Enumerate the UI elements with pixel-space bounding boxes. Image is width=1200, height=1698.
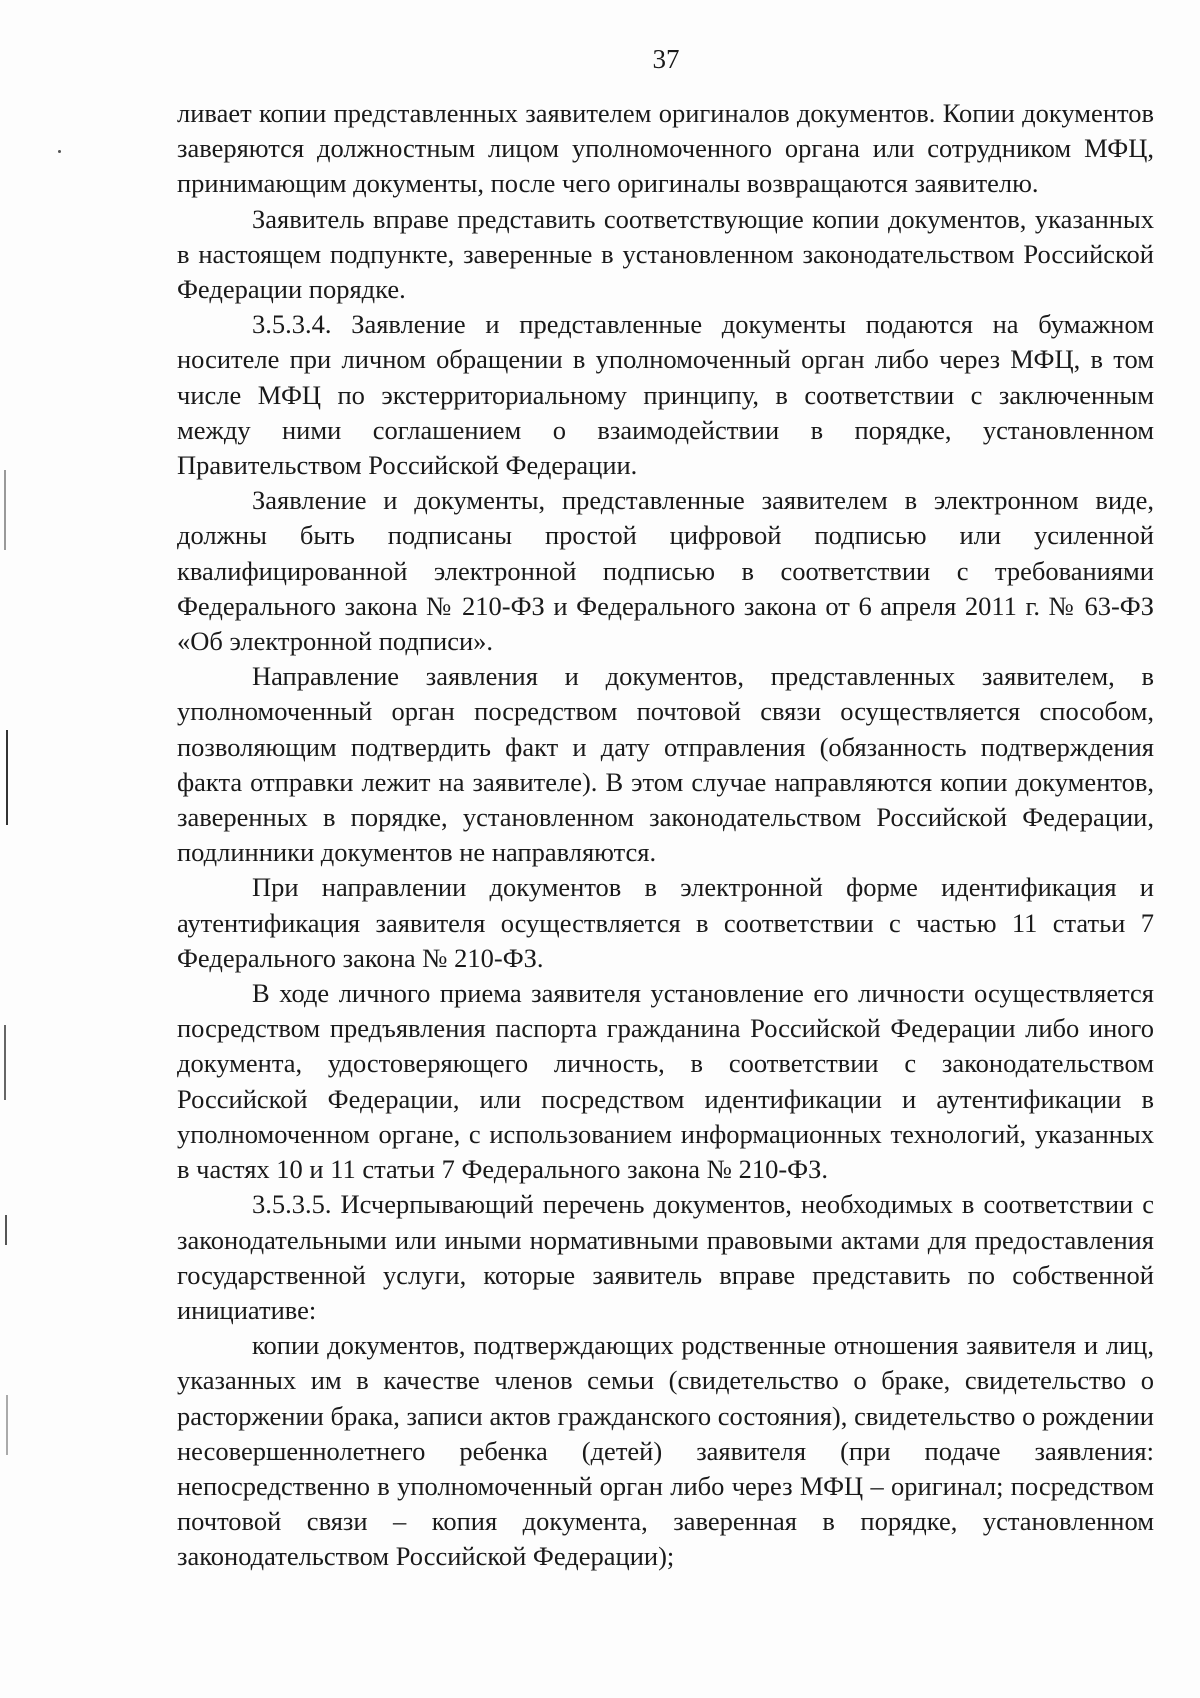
paragraph-3: 3.5.3.4. Заявление и представленные документы подаются на бумажном носителе при личном обращении в уполномоченный орган либо через МФЦ, в том числе МФЦ по экстерриториальному принципу, в соответствии с заключенным между ними соглашением о взаимодействии в порядке, установленном Правительством Российской Федерации. xyxy=(177,309,1154,481)
paragraph-5: Направление заявления и документов, представленных заявителем, в уполномоченный орган посредством почтовой связи осуществляется способом, позволяющим подтвердить факт и дату отправления (обязанность подтверждения факта отправки лежит на заявителе). В этом случае направляются копии документов, заверенных в порядке, установленном законодательством Российской Федерации, подлинники документов не направляются. xyxy=(177,661,1154,868)
scan-artifact xyxy=(58,150,61,153)
paragraph-4: Заявление и документы, представленные заявителем в электронном виде, должны быть подписаны простой цифровой подписью или усиленной квалифицированной электронной подписью в соответствии с требованиями Федерального закона № 210-ФЗ и Федерального закона от 6 апреля 2011 г. № 63-ФЗ «Об электронной подписи». xyxy=(177,485,1154,657)
paragraph-8: 3.5.3.5. Исчерпывающий перечень документов, необходимых в соответствии с законодательными или иными нормативными правовыми актами для предоставления государственной услуги, которые заявитель вправе представить по собственной инициативе: xyxy=(177,1189,1154,1325)
paragraph-9: копии документов, подтверждающих родственные отношения заявителя и лиц, указанных им в качестве членов семьи (свидетельство о браке, свидетельство о расторжении брака, записи актов гражданского состояния), свидетельство о рождении несовершеннолетнего ребенка (детей) заявителя (при подаче заявления: непосредственно в уполномоченный орган либо через МФЦ – оригинал; посредством почтовой связи – копия документа, заверенная в порядке, установленном законодательством Российской Федерации); xyxy=(177,1330,1154,1572)
scan-artifact xyxy=(4,470,6,550)
paragraph-6: При направлении документов в электронной форме идентификация и аутентификация заявителя осуществляется в соответствии с частью 11 статьи 7 Федерального закона № 210-ФЗ. xyxy=(177,872,1154,973)
page-number: 37 xyxy=(652,44,680,74)
paragraph-7: В ходе личного приема заявителя установление его личности осуществляется посредством предъявления паспорта гражданина Российской Федерации либо иного документа, удостоверяющего личность, в соответствии с законодательством Российской Федерации, или посредством идентификации и аутентификации в уполномоченном органе, с использованием информационных технологий, указанных в частях 10 и 11 статьи 7 Федерального закона № 210-ФЗ. xyxy=(177,978,1154,1185)
scan-artifact xyxy=(5,1215,7,1245)
paragraph-2: Заявитель вправе представить соответствующие копии документов, указанных в настоящем подпункте, заверенные в установленном законодательством Российской Федерации порядке. xyxy=(177,203,1154,305)
scan-artifact xyxy=(6,1395,8,1455)
scan-artifact xyxy=(4,1025,6,1100)
scan-artifact xyxy=(6,730,8,825)
document-body xyxy=(177,96,1154,1575)
paragraph-1: ливает копии представленных заявителем оригиналов документов. Копии документов заверяются должностным лицом уполномоченного органа или сотрудником МФЦ, принимающим документы, после чего оригиналы возвращаются заявителю. xyxy=(177,98,1154,199)
